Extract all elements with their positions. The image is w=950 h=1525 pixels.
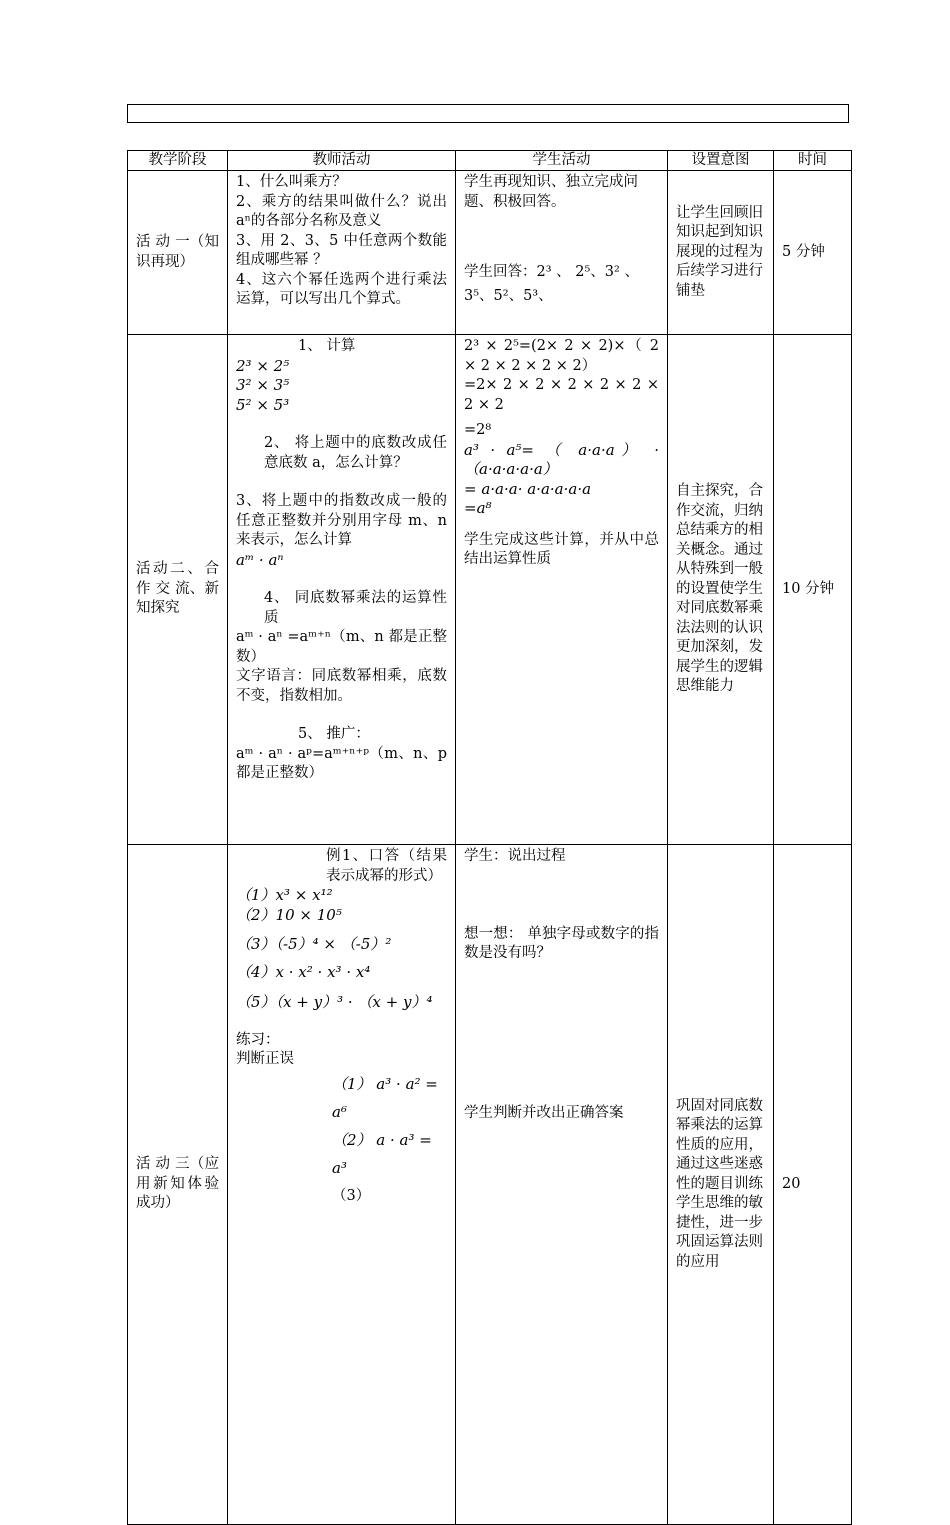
lesson-plan-table xyxy=(127,150,852,1525)
teacher-line: 文字语言：同底数幂相乘，底数不变，指数相加。 xyxy=(236,668,447,704)
teacher-math: （4）x · x² · x³ · x⁴ xyxy=(236,963,371,981)
teacher-math: （1） a³ · a² = a⁶ xyxy=(332,1074,438,1121)
header-frame-box xyxy=(127,104,849,123)
teacher-line: aᵐ · aⁿ =aᵐ⁺ⁿ（m、n 都是正整数） xyxy=(236,629,447,665)
teacher-line: 4、 同底数幂乘法的运算性质 xyxy=(264,590,447,626)
teacher-math: （2）10 × 10⁵ xyxy=(236,905,342,924)
time-cell: 20 xyxy=(774,845,852,1525)
table-row xyxy=(128,171,852,335)
header-stage: 教学阶段 xyxy=(128,151,228,171)
student-line: 想一想： 单独字母或数字的指数是没有吗？ xyxy=(464,925,659,961)
student-math: a³ · a⁵= （ a·a·a） ·（a·a·a·a·a） xyxy=(464,440,659,478)
teacher-line: 5、 推广： xyxy=(298,726,370,742)
teacher-line: 例1、口答（结果表示成幂的形式） xyxy=(326,848,447,884)
student-line: 学生：说出过程 xyxy=(464,848,566,864)
header-intent: 设置意图 xyxy=(668,151,774,171)
teacher-line: 1、 计算 xyxy=(298,338,356,354)
student-cell xyxy=(456,335,668,845)
teacher-line: 1、什么叫乘方？ xyxy=(236,174,347,190)
student-line: 学生判断并改出正确答案 xyxy=(464,1104,624,1121)
teacher-line: （3） xyxy=(332,1187,371,1204)
teacher-line: 2、乘方的结果叫做什么？说出 aⁿ的各部分名称及意义 xyxy=(236,193,447,229)
teacher-line: 练习： xyxy=(236,1031,280,1048)
intent-cell: 让学生回顾旧知识起到知识展现的过程为后续学习进行铺垫 xyxy=(668,171,774,335)
student-line: =2× 2 × 2 × 2 × 2 × 2 × 2 × 2 xyxy=(464,377,659,413)
teacher-cell xyxy=(228,335,456,845)
student-cell xyxy=(456,171,668,335)
stage-cell: 活 动 一（知识再现） xyxy=(128,171,228,335)
table-header-row xyxy=(128,151,852,171)
stage-cell: 活动二、合 作 交 流、新知探究 xyxy=(128,335,228,845)
teacher-math: （1）x³ × x¹² xyxy=(236,886,333,904)
header-time: 时间 xyxy=(774,151,852,171)
teacher-math: （5）（x + y）³ · （x + y）⁴ xyxy=(236,992,433,1011)
student-line: 学生再现知识、独立完成问题、积极回答。 xyxy=(464,174,638,210)
teacher-line: 3、用 2、3、5 中任意两个数能组成哪些幂 ？ xyxy=(236,232,447,268)
student-math: = a·a·a· a·a·a·a·a xyxy=(464,479,592,498)
student-math: =a⁸ xyxy=(464,499,492,517)
intent-cell: 巩固对同底数幂乘法的运算性质的应用，通过这些迷惑性的题目训练学生思维的敏捷性，进一步巩固运算法则的应用 xyxy=(668,845,774,1525)
teacher-line: 3、将上题中的指数改成一般的任意正整数并分别用字母 m、n 来表示，怎么计算 xyxy=(236,493,447,548)
table-row xyxy=(128,335,852,845)
teacher-math: （3）（-5）⁴ × （-5）² xyxy=(236,935,392,953)
teacher-line: aᵐ · aⁿ · aᵖ=aᵐ⁺ⁿ⁺ᵖ（m、n、p 都是正整数） xyxy=(236,745,447,781)
student-cell xyxy=(456,845,668,1525)
teacher-math: 3² × 3⁵ xyxy=(236,376,290,394)
student-line: =2⁸ xyxy=(464,422,492,438)
student-line: 学生回答：2³ 、 2⁵、3² 、3⁵、5²、5³、 xyxy=(464,264,639,304)
teacher-line: 判断正误 xyxy=(236,1051,294,1067)
teacher-math: 2³ × 2⁵ xyxy=(236,356,290,375)
teacher-line: 4、这六个幂任选两个进行乘法运算，可以写出几个算式。 xyxy=(236,271,447,307)
teacher-math: （2） a · a³ = a³ xyxy=(332,1130,432,1177)
header-student: 学生活动 xyxy=(456,151,668,171)
stage-cell: 活 动 三（应用新知体验成功） xyxy=(128,845,228,1525)
teacher-math: aᵐ · aⁿ xyxy=(236,550,284,569)
teacher-cell xyxy=(228,171,456,335)
time-cell: 5 分钟 xyxy=(774,171,852,335)
student-line: 2³ × 2⁵=(2× 2 × 2)×（ 2 × 2 × 2 × 2 × 2） xyxy=(464,338,659,374)
time-cell: 10 分钟 xyxy=(774,335,852,845)
student-line: 学生完成这些计算，并从中总结出运算性质 xyxy=(464,531,659,567)
teacher-math: 5² × 5³ xyxy=(236,395,290,414)
teacher-cell xyxy=(228,845,456,1525)
table-row xyxy=(128,845,852,1525)
intent-cell: 自主探究，合作交流，归纳总结乘方的相关概念。通过从特殊到一般的设置使学生对同底数幂乘法法则的认识更加深刻，发展学生的逻辑思维能力 xyxy=(668,335,774,845)
header-teacher: 教师活动 xyxy=(228,151,456,171)
teacher-line: 2、 将上题中的底数改成任意底数 a，怎么计算？ xyxy=(264,435,447,471)
